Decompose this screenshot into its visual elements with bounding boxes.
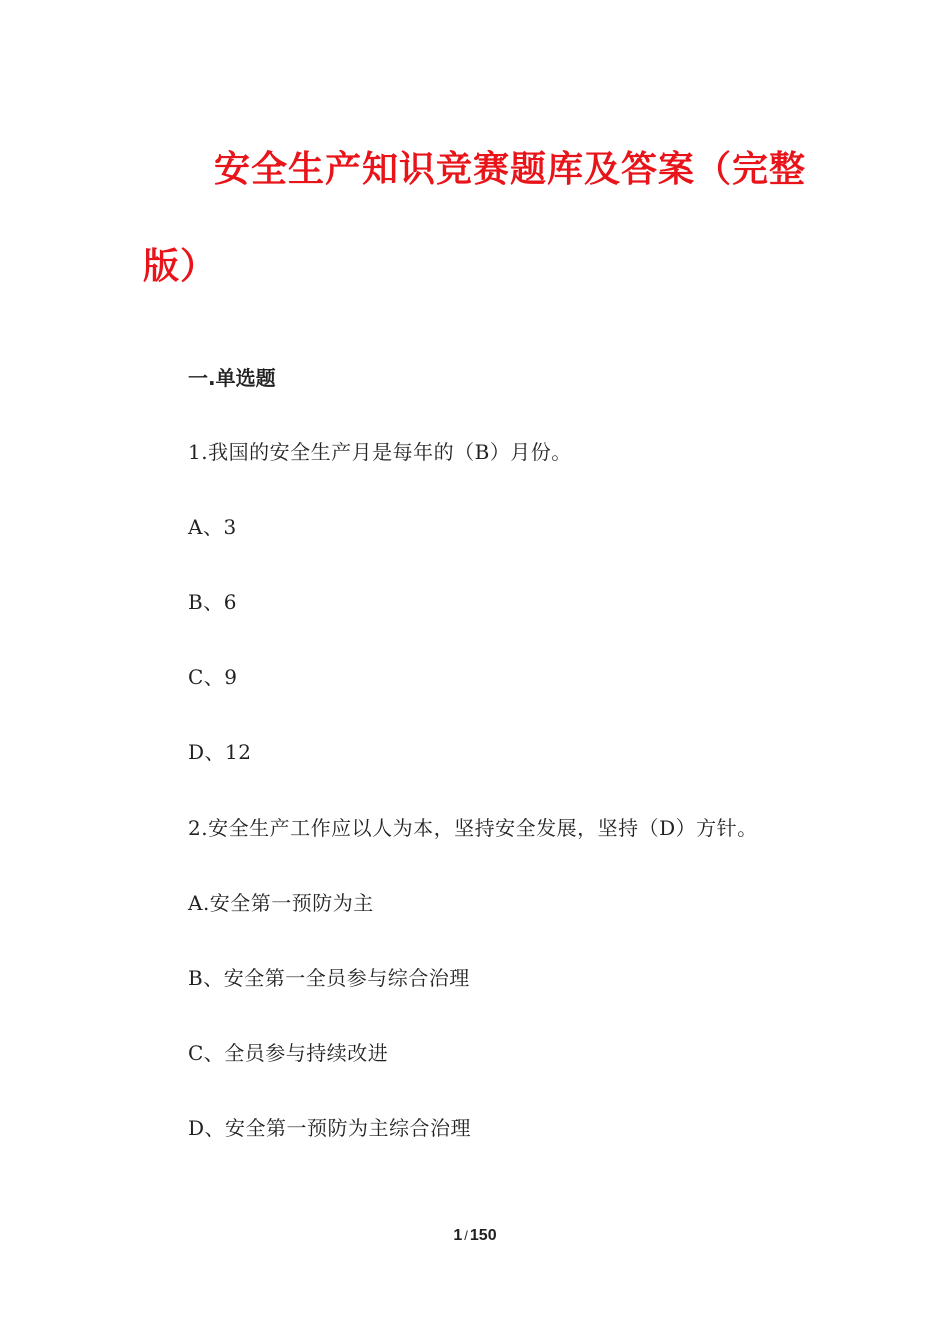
- question-1-option-b: B、6: [188, 590, 237, 614]
- page-separator: /: [464, 1228, 468, 1243]
- document-title-line-1: 安全生产知识竞赛题库及答案（完整: [214, 149, 807, 190]
- question-2-option-a: A.安全第一预防为主: [188, 891, 374, 915]
- total-page-count: 150: [469, 1227, 497, 1244]
- page-number-footer: [0, 1226, 950, 1246]
- section-heading: 一.单选题: [188, 366, 276, 390]
- question-1-option-d: D、12: [188, 740, 252, 764]
- document-title-line-2: 版）: [143, 246, 218, 287]
- question-1-option-a: A、3: [188, 515, 237, 539]
- question-1-option-c: C、9: [188, 665, 238, 689]
- current-page-number: 1: [453, 1227, 463, 1244]
- question-2-text: 2.安全生产工作应以人为本，坚持安全发展，坚持（D）方针。: [188, 816, 758, 840]
- question-2-option-c: C、全员参与持续改进: [188, 1041, 389, 1065]
- question-2-option-d: D、安全第一预防为主综合治理: [188, 1116, 472, 1140]
- question-2-option-b: B、安全第一全员参与综合治理: [188, 966, 470, 990]
- question-1-text: 1.我国的安全生产月是每年的（B）月份。: [188, 440, 572, 464]
